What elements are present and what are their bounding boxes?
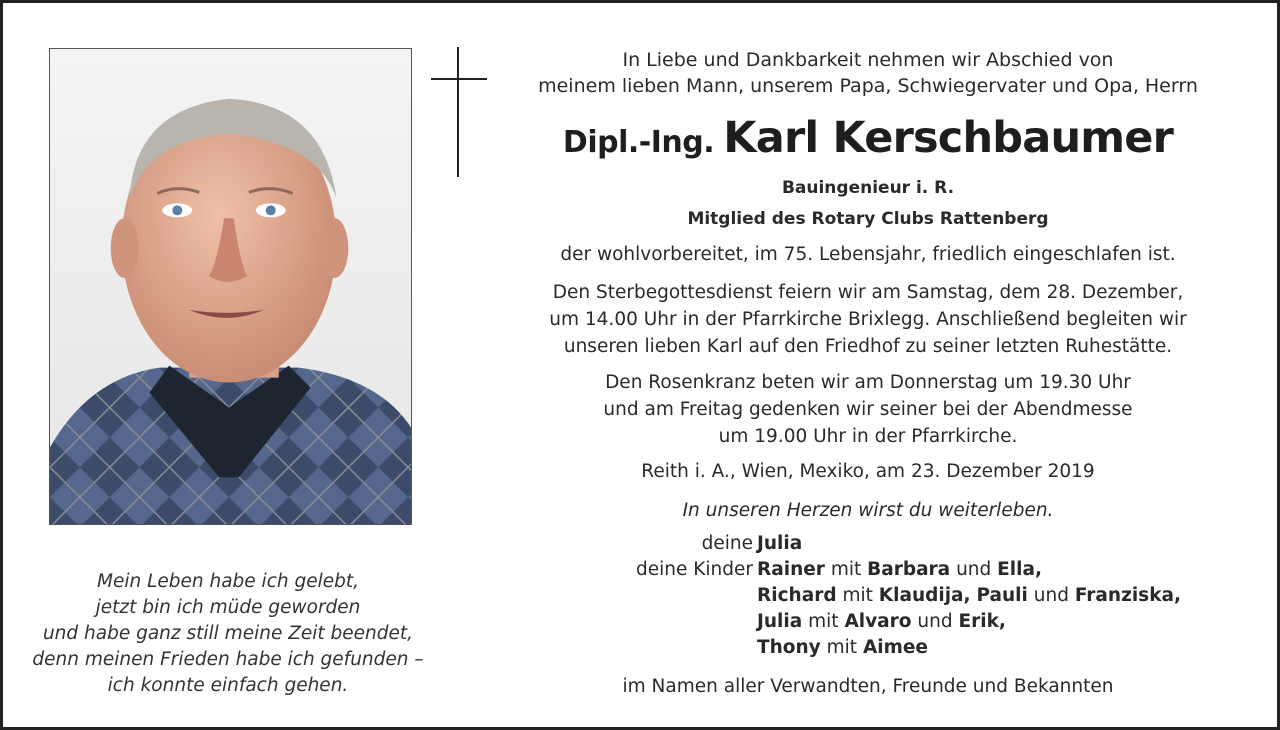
title-line: Bauingenieur i. R.: [781, 178, 955, 198]
titles: [473, 173, 1263, 235]
funeral-line: um 14.00 Uhr in der Pfarrkirche Brixlegg. Anschließend begleiten wir: [549, 309, 1187, 330]
intro-line: In Liebe und Dankbarkeit nehmen wir Abschied von: [622, 49, 1114, 71]
rosary-text: [473, 369, 1263, 450]
family-label: deine: [701, 533, 753, 554]
title-line: Mitglied des Rotary Clubs Rattenberg: [687, 209, 1049, 229]
rosary-line: um 19.00 Uhr in der Pfarrkirche.: [718, 426, 1018, 447]
funeral-line: Den Sterbegottesdienst feiern wir am Samstag, dem 28. Dezember,: [552, 282, 1184, 303]
family-list: [473, 531, 1263, 661]
place-date: Reith i. A., Wien, Mexiko, am 23. Dezember 2019: [641, 461, 1095, 482]
list-item: [473, 557, 1263, 583]
poem-line: jetzt bin ich müde geworden: [95, 597, 361, 618]
family-entry: Rainer mit Barbara und Ella,: [757, 559, 1042, 580]
list-item: [473, 531, 1263, 557]
rosary-line: und am Freitag gedenken wir seiner bei der Abendmesse: [603, 399, 1133, 420]
name-full: Karl Kerschbaumer: [723, 113, 1174, 163]
name-prefix: Dipl.-Ing.: [562, 125, 715, 160]
deceased-name: [473, 113, 1263, 163]
list-item: [473, 609, 1263, 635]
rosary-line: Den Rosenkranz beten wir am Donnerstag um 19.30 Uhr: [605, 372, 1131, 393]
poem-line: Mein Leben habe ich gelebt,: [96, 571, 360, 592]
list-item: [473, 635, 1263, 661]
family-entry: Thony mit Aimee: [757, 637, 928, 658]
poem: [18, 569, 438, 699]
intro-text: [473, 47, 1263, 99]
list-item: [473, 583, 1263, 609]
remembrance-text: In unseren Herzen wirst du weiterleben.: [682, 500, 1054, 521]
family-name: Julia: [757, 533, 803, 554]
poem-line: denn meinen Frieden habe ich gefunden –: [32, 649, 424, 670]
family-label: deine Kinder: [636, 559, 753, 580]
poem-line: ich konnte einfach gehen.: [107, 675, 349, 696]
family-entry: Julia mit Alvaro und Erik,: [757, 611, 1006, 632]
portrait-photo: [49, 48, 412, 525]
family-entry: Richard mit Klaudija, Pauli und Franziska,: [757, 585, 1182, 606]
passing-text: der wohlvorbereitet, im 75. Lebensjahr, friedlich eingeschlafen ist.: [560, 244, 1176, 265]
closing-text: im Namen aller Verwandten, Freunde und Bekannten: [622, 676, 1114, 697]
funeral-text: [473, 279, 1263, 360]
funeral-line: unseren lieben Karl auf den Friedhof zu seiner letzten Ruhestätte.: [563, 336, 1173, 357]
poem-line: und habe ganz still meine Zeit beendet,: [42, 623, 414, 644]
intro-line: meinem lieben Mann, unserem Papa, Schwiegervater und Opa, Herrn: [538, 75, 1198, 97]
